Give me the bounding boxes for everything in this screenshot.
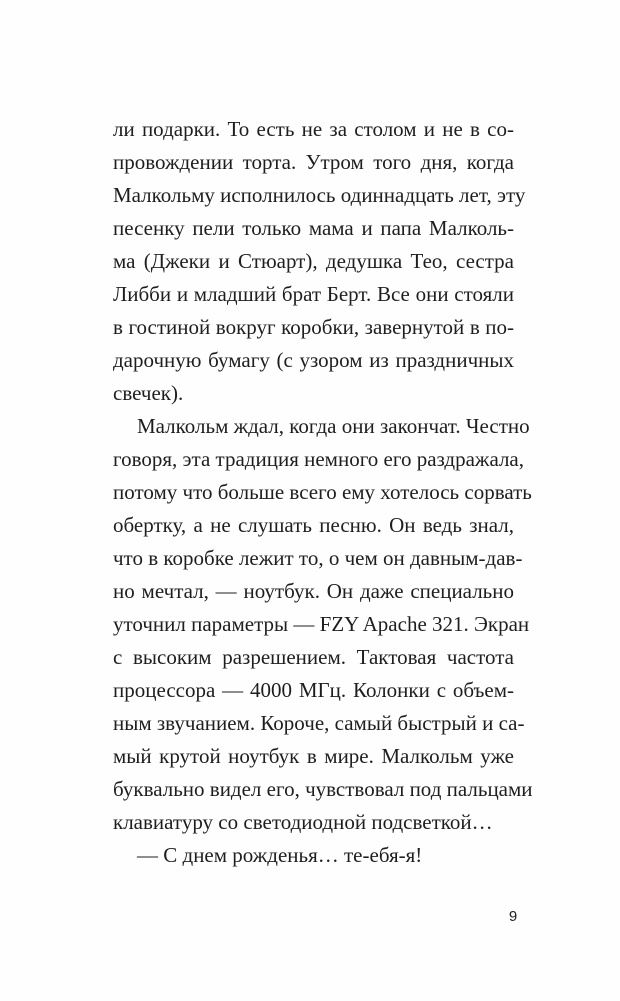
- text-line: потому что больше всего ему хотелось сорвать: [113, 480, 532, 504]
- text-line: песенку пели только мама и папа Малколь-: [113, 216, 514, 240]
- text-line: — С днем рожденья… те-ебя-я!: [137, 843, 423, 867]
- text-line: но мечтал, — ноутбук. Он даже специально: [113, 579, 514, 603]
- text-line: клавиатуру со светодиодной подсветкой…: [113, 810, 493, 834]
- text-line: дарочную бумагу (с узором из праздничных: [113, 348, 514, 372]
- paragraph-2: [113, 410, 533, 839]
- text-line: что в коробке лежит то, о чем он давным-дав-: [113, 546, 523, 570]
- page-number: 9: [508, 908, 518, 925]
- text-line: Малкольм ждал, когда они закончат. Честно: [137, 414, 530, 438]
- text-line: обертку, а не слушать песню. Он ведь знал,: [113, 513, 514, 537]
- text-line: процессора — 4000 МГц. Колонки с объем-: [113, 678, 514, 702]
- text-line: уточнил параметры — FZY Apache 321. Экран: [113, 612, 530, 636]
- text-line: Малкольму исполнилось одиннадцать лет, эту: [113, 183, 526, 207]
- text-line: с высоким разрешением. Тактовая частота: [113, 645, 514, 669]
- text-line: буквально видел его, чувствовал под пальцами: [113, 777, 533, 801]
- text-line: мый крутой ноутбук в мире. Малкольм уже: [113, 744, 514, 768]
- text-line: ма (Джеки и Стюарт), дедушка Тео, сестра: [113, 249, 514, 273]
- paragraph-3: [113, 839, 514, 872]
- text-line: провождении торта. Утром того дня, когда: [113, 150, 514, 174]
- text-line: в гостиной вокруг коробки, завернутой в по-: [113, 315, 514, 339]
- text-line: Либби и младший брат Берт. Все они стояли: [113, 282, 514, 306]
- paragraph-1: [113, 113, 526, 410]
- text-line: ли подарки. То есть не за столом и не в со-: [113, 117, 514, 141]
- text-line: ным звучанием. Короче, самый быстрый и са-: [113, 711, 525, 735]
- body-text: [113, 113, 533, 872]
- text-line: говоря, эта традиция немного его раздражала,: [113, 447, 524, 471]
- text-line: свечек).: [113, 381, 184, 405]
